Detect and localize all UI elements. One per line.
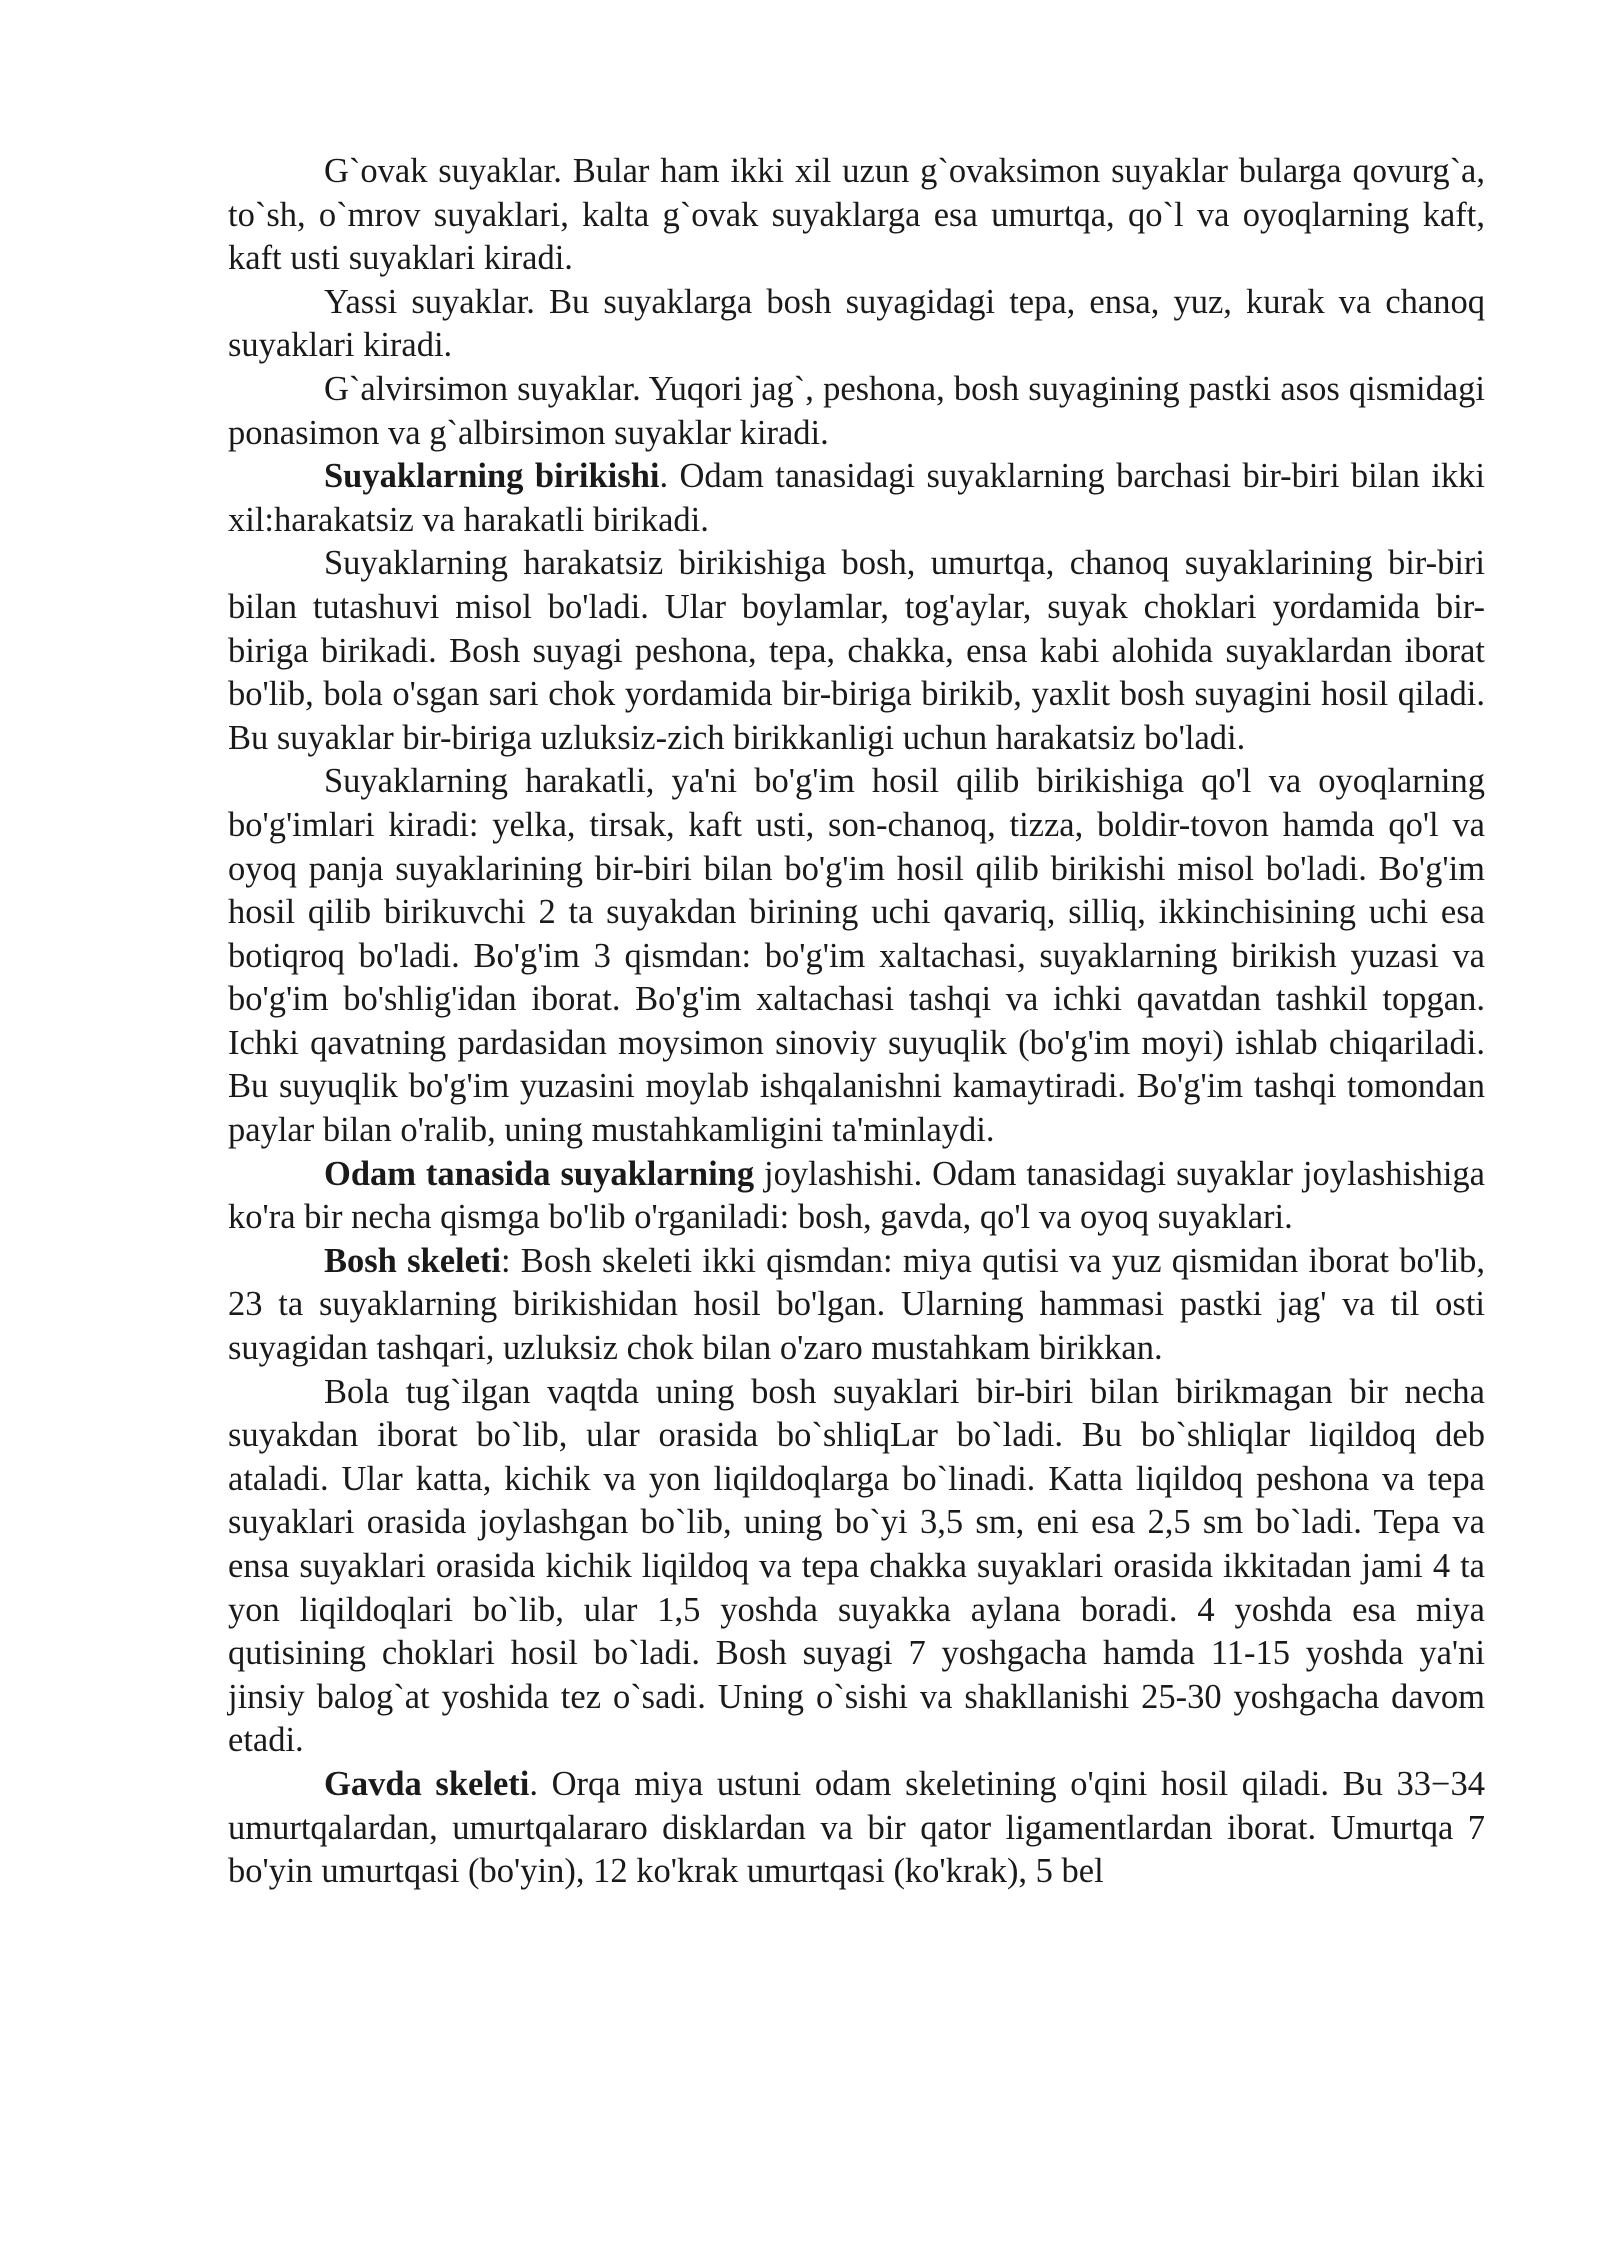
- paragraph-text: Suyaklarning harakatli, ya'ni bo'g'im hosil qilib birikishiga qo'l va oyoqlarning bo'g'imlari kiradi: yelka, tirsak, kaft usti, son-chanoq, tizza, boldir-tovon hamda qo'l va oyoq panja suyaklarining bir-biri bilan bo'g'im hosil qilib birikishi misol bo'ladi. Bo'g'im hosil qilib birikuvchi 2 ta suyakdan birining uchi qavariq, silliq, ikkinchisining uchi esa botiqroq bo'ladi. Bo'g'im 3 qismdan: bo'g'im xaltachasi, suyaklarning birikish yuzasi va bo'g'im bo'shlig'idan iborat. Bo'g'im xaltachasi tashqi va ichki qavatdan tashkil topgan. Ichki qavatning pardasidan moysimon sinoviy suyuqlik (bo'g'im moyi) ishlab chiqariladi. Bu suyuqlik bo'g'im yuzasini moylab ishqalanishni kamaytiradi. Bo'g'im tashqi tomondan paylar bilan o'ralib, uning mustahkamligini ta'minlaydi.: [228, 762, 1485, 1150]
- paragraph-text: G`alvirsimon suyaklar. Yuqori jag`, peshona, bosh suyagining pastki asos qismidagi ponasimon va g`albirsimon suyaklar kiradi.: [228, 369, 1485, 452]
- paragraph-heading: Suyaklarning birikishi: [324, 457, 660, 496]
- paragraph-text: Yassi suyaklar. Bu suyaklarga bosh suyagidagi tepa, ensa, yuz, kurak va chanoq suyaklari kiradi.: [228, 282, 1485, 365]
- paragraph-bosh-skeleti: [228, 1240, 1485, 1371]
- paragraph-text: . Odam tanasidagi suyaklarning barchasi bir-biri bilan ikki xil:harakatsiz va harakatli birikadi.: [228, 457, 1485, 539]
- document-page: [228, 150, 1485, 1894]
- paragraph-heading: Bosh skeleti: [324, 1241, 501, 1280]
- paragraph-harakatli-birikish: [228, 760, 1485, 1152]
- paragraph-liqildoqlar: [228, 1371, 1485, 1763]
- paragraph-heading: Gavda skeleti: [324, 1764, 530, 1803]
- paragraph-text: G`ovak suyaklar. Bular ham ikki xil uzun g`ovaksimon suyaklar bularga qovurg`a, to`sh, o`mrov suyaklari, kalta g`ovak suyaklarga esa umurtqa, qo`l va oyoqlarning kaft, kaft usti suyaklari kiradi.: [228, 152, 1485, 278]
- paragraph-heading: Odam tanasida suyaklarning: [324, 1154, 755, 1193]
- paragraph-text: . Orqa miya ustuni odam skeletining o'qini hosil qiladi. Bu 33−34 umurtqalardan, umurtqalararo disklardan va bir qator ligamentlardan iborat. Umurtqa 7 bo'yin umurtqasi (bo'yin), 12 ko'krak umurtqasi (ko'krak), 5 bel: [228, 1764, 1485, 1891]
- paragraph-text: : Bosh skeleti ikki qismdan: miya qutisi va yuz qismidan iborat bo'lib, 23 ta suyaklarning birikishidan hosil bo'lgan. Ularning hammasi pastki jag' va til osti suyagidan tashqari, uzluksiz chok bilan o'zaro mustahkam birikkan.: [228, 1241, 1485, 1368]
- paragraph-galvirsimon-suyaklar: [228, 368, 1485, 455]
- paragraph-text: joylashishi. Odam tanasidagi suyaklar joylashishiga ko'ra bir necha qismga bo'lib o'rganiladi: bosh, gavda, qo'l va oyoq suyaklari.: [228, 1154, 1485, 1237]
- paragraph-text: Bola tug`ilgan vaqtda uning bosh suyaklari bir-biri bilan birikmagan bir necha suyakdan iborat bo`lib, ular orasida bo`shliqLar bo`ladi. Bu bo`shliqlar liqildoq deb ataladi. Ular katta, kichik va yon liqildoqlarga bo`linadi. Katta liqildoq peshona va tepa suyaklari orasida joylashgan bo`lib, uning bo`yi 3,5 sm, eni esa 2,5 sm bo`ladi. Tepa va ensa suyaklari orasida kichik liqildoq va tepa chakka suyaklari orasida ikkitadan jami 4 ta yon liqildoqlari bo`lib, ular 1,5 yoshda suyakka aylana boradi. 4 yoshda esa miya qutisining choklari hosil bo`ladi. Bosh suyagi 7 yoshgacha hamda 11-15 yoshda ya'ni jinsiy balog`at yoshida tez o`sadi. Uning o`sishi va shakllanishi 25-30 yoshgacha davom etadi.: [228, 1372, 1485, 1760]
- paragraph-text: Suyaklarning harakatsiz birikishiga bosh, umurtqa, chanoq suyaklarining bir-biri bilan tutashuvi misol bo'ladi. Ular boylamlar, tog'aylar, suyak choklari yordamida bir-biriga birikadi. Bosh suyagi peshona, tepa, chakka, ensa kabi alohida suyaklardan iborat bo'lib, bola o'sgan sari chok yordamida bir-biriga birikib, yaxlit bosh suyagini hosil qiladi. Bu suyaklar bir-biriga uzluksiz-zich birikkanligi uchun harakatsiz bo'ladi.: [228, 544, 1485, 757]
- paragraph-suyaklar-joylashishi: [228, 1153, 1485, 1240]
- paragraph-harakatsiz-birikish: [228, 542, 1485, 760]
- paragraph-suyaklarning-birikishi: [228, 455, 1485, 542]
- paragraph-yassi-suyaklar: [228, 281, 1485, 368]
- paragraph-gavda-skeleti: [228, 1763, 1485, 1894]
- paragraph-govak-suyaklar: [228, 150, 1485, 281]
